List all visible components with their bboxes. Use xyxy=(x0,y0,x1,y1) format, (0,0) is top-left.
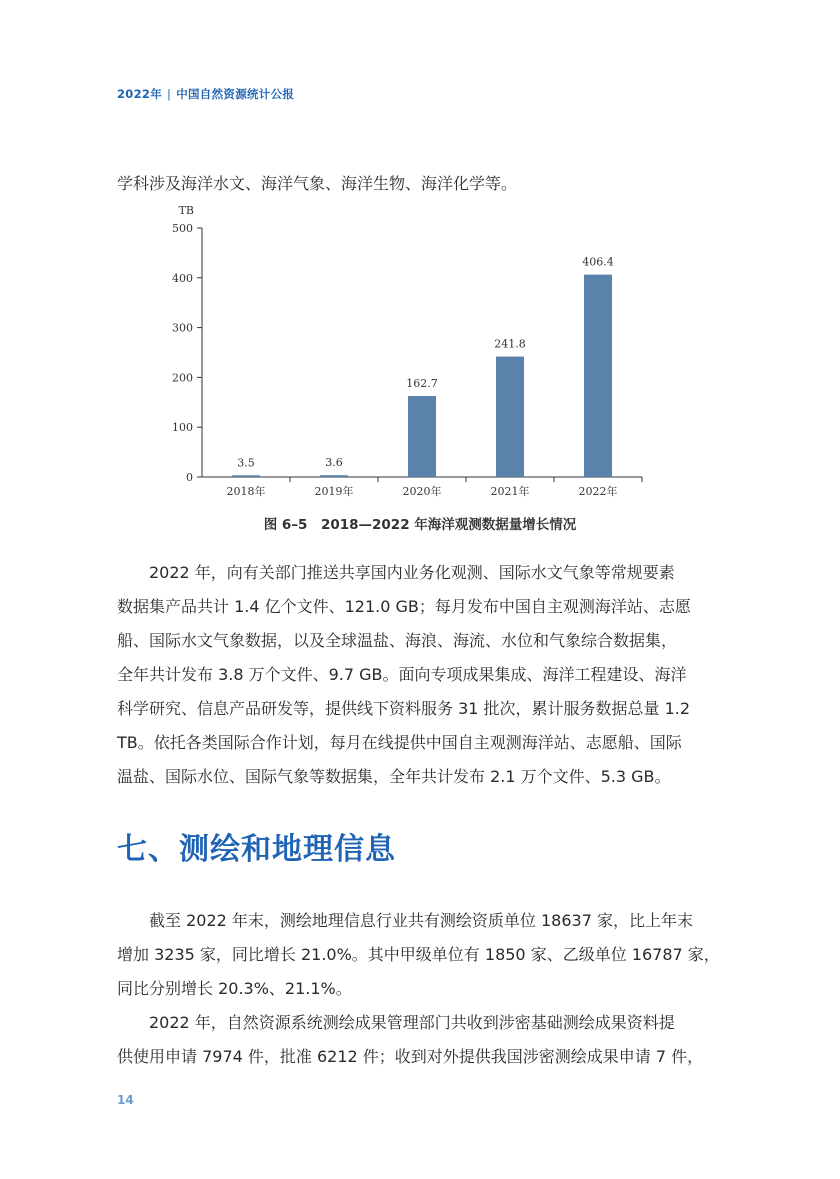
x-tick-label: 2020年 xyxy=(402,485,442,498)
header-year: 2022年 xyxy=(117,87,163,101)
page-number: 14 xyxy=(117,1093,134,1107)
y-tick-label: 300 xyxy=(172,321,193,335)
bar xyxy=(584,275,612,477)
bar xyxy=(232,475,260,477)
y-tick-label: 0 xyxy=(186,471,193,484)
text-line: 同比分别增长 20.3%、21.1%。 xyxy=(117,979,352,998)
header-separator: | xyxy=(167,87,172,101)
figure-caption: 图 6–5 2018—2022 年海洋观测数据量增长情况 xyxy=(263,517,577,533)
x-tick-label: 2019年 xyxy=(314,485,354,498)
y-tick-label: 200 xyxy=(172,371,193,385)
data-label: 406.4 xyxy=(582,255,614,269)
y-tick-label: 500 xyxy=(172,222,193,235)
text-line: 2022 年，自然资源系统测绘成果管理部门共收到涉密基础测绘成果资料提 xyxy=(149,1013,675,1032)
section-title: 七、测绘和地理信息 xyxy=(117,832,396,867)
text-line: 截至 2022 年末，测绘地理信息行业共有测绘资质单位 18637 家，比上年末 xyxy=(149,911,693,930)
text-line: 科学研究、信息产品研发等，提供线下资料服务 31 批次，累计服务数据总量 1.2 xyxy=(117,699,691,718)
text-line: 温盐、国际水位、国际气象等数据集，全年共计发布 2.1 万个文件、5.3 GB。 xyxy=(117,767,671,786)
intro-text: 学科涉及海洋水文、海洋气象、海洋生物、海洋化学等。 xyxy=(117,174,518,193)
running-header xyxy=(117,86,294,102)
data-label: 3.6 xyxy=(325,456,343,470)
paragraph-surveying-units xyxy=(117,904,729,1006)
bar xyxy=(408,396,436,477)
header-title: 中国自然资源统计公报 xyxy=(176,87,295,101)
bar xyxy=(496,357,524,477)
paragraph-surveying-results xyxy=(117,1006,729,1074)
bar-chart xyxy=(160,200,650,505)
text-line: 供使用申请 7974 件，批准 6212 件；收到对外提供我国涉密测绘成果申请 7 件， xyxy=(117,1047,704,1066)
text-line: 船、国际水文气象数据，以及全球温盐、海浪、海流、水位和气象综合数据集， xyxy=(117,631,678,650)
y-axis-unit-label: TB xyxy=(178,204,194,217)
text-line: 2022 年，向有关部门推送共享国内业务化观测、国际水文气象等常规要素 xyxy=(149,563,675,582)
x-tick-label: 2021年 xyxy=(490,485,530,498)
text-line: 增加 3235 家，同比增长 21.0%。其中甲级单位有 1850 家、乙级单位 16787 家， xyxy=(117,945,720,964)
data-label: 241.8 xyxy=(494,337,526,351)
paragraph-ocean-data xyxy=(117,556,729,794)
data-label: 3.5 xyxy=(237,456,255,470)
y-tick-label: 400 xyxy=(172,271,193,285)
x-tick-label: 2022年 xyxy=(578,485,618,498)
text-line: 全年共计发布 3.8 万个文件、9.7 GB。面向专项成果集成、海洋工程建设、海洋 xyxy=(117,665,687,684)
text-line: TB。依托各类国际合作计划，每月在线提供中国自主观测海洋站、志愿船、国际 xyxy=(117,733,682,752)
text-line: 数据集产品共计 1.4 亿个文件、121.0 GB；每月发布中国自主观测海洋站、志愿 xyxy=(117,597,691,616)
bar xyxy=(320,475,348,477)
x-tick-label: 2018年 xyxy=(226,485,266,498)
data-label: 162.7 xyxy=(406,376,438,390)
y-tick-label: 100 xyxy=(172,421,193,435)
